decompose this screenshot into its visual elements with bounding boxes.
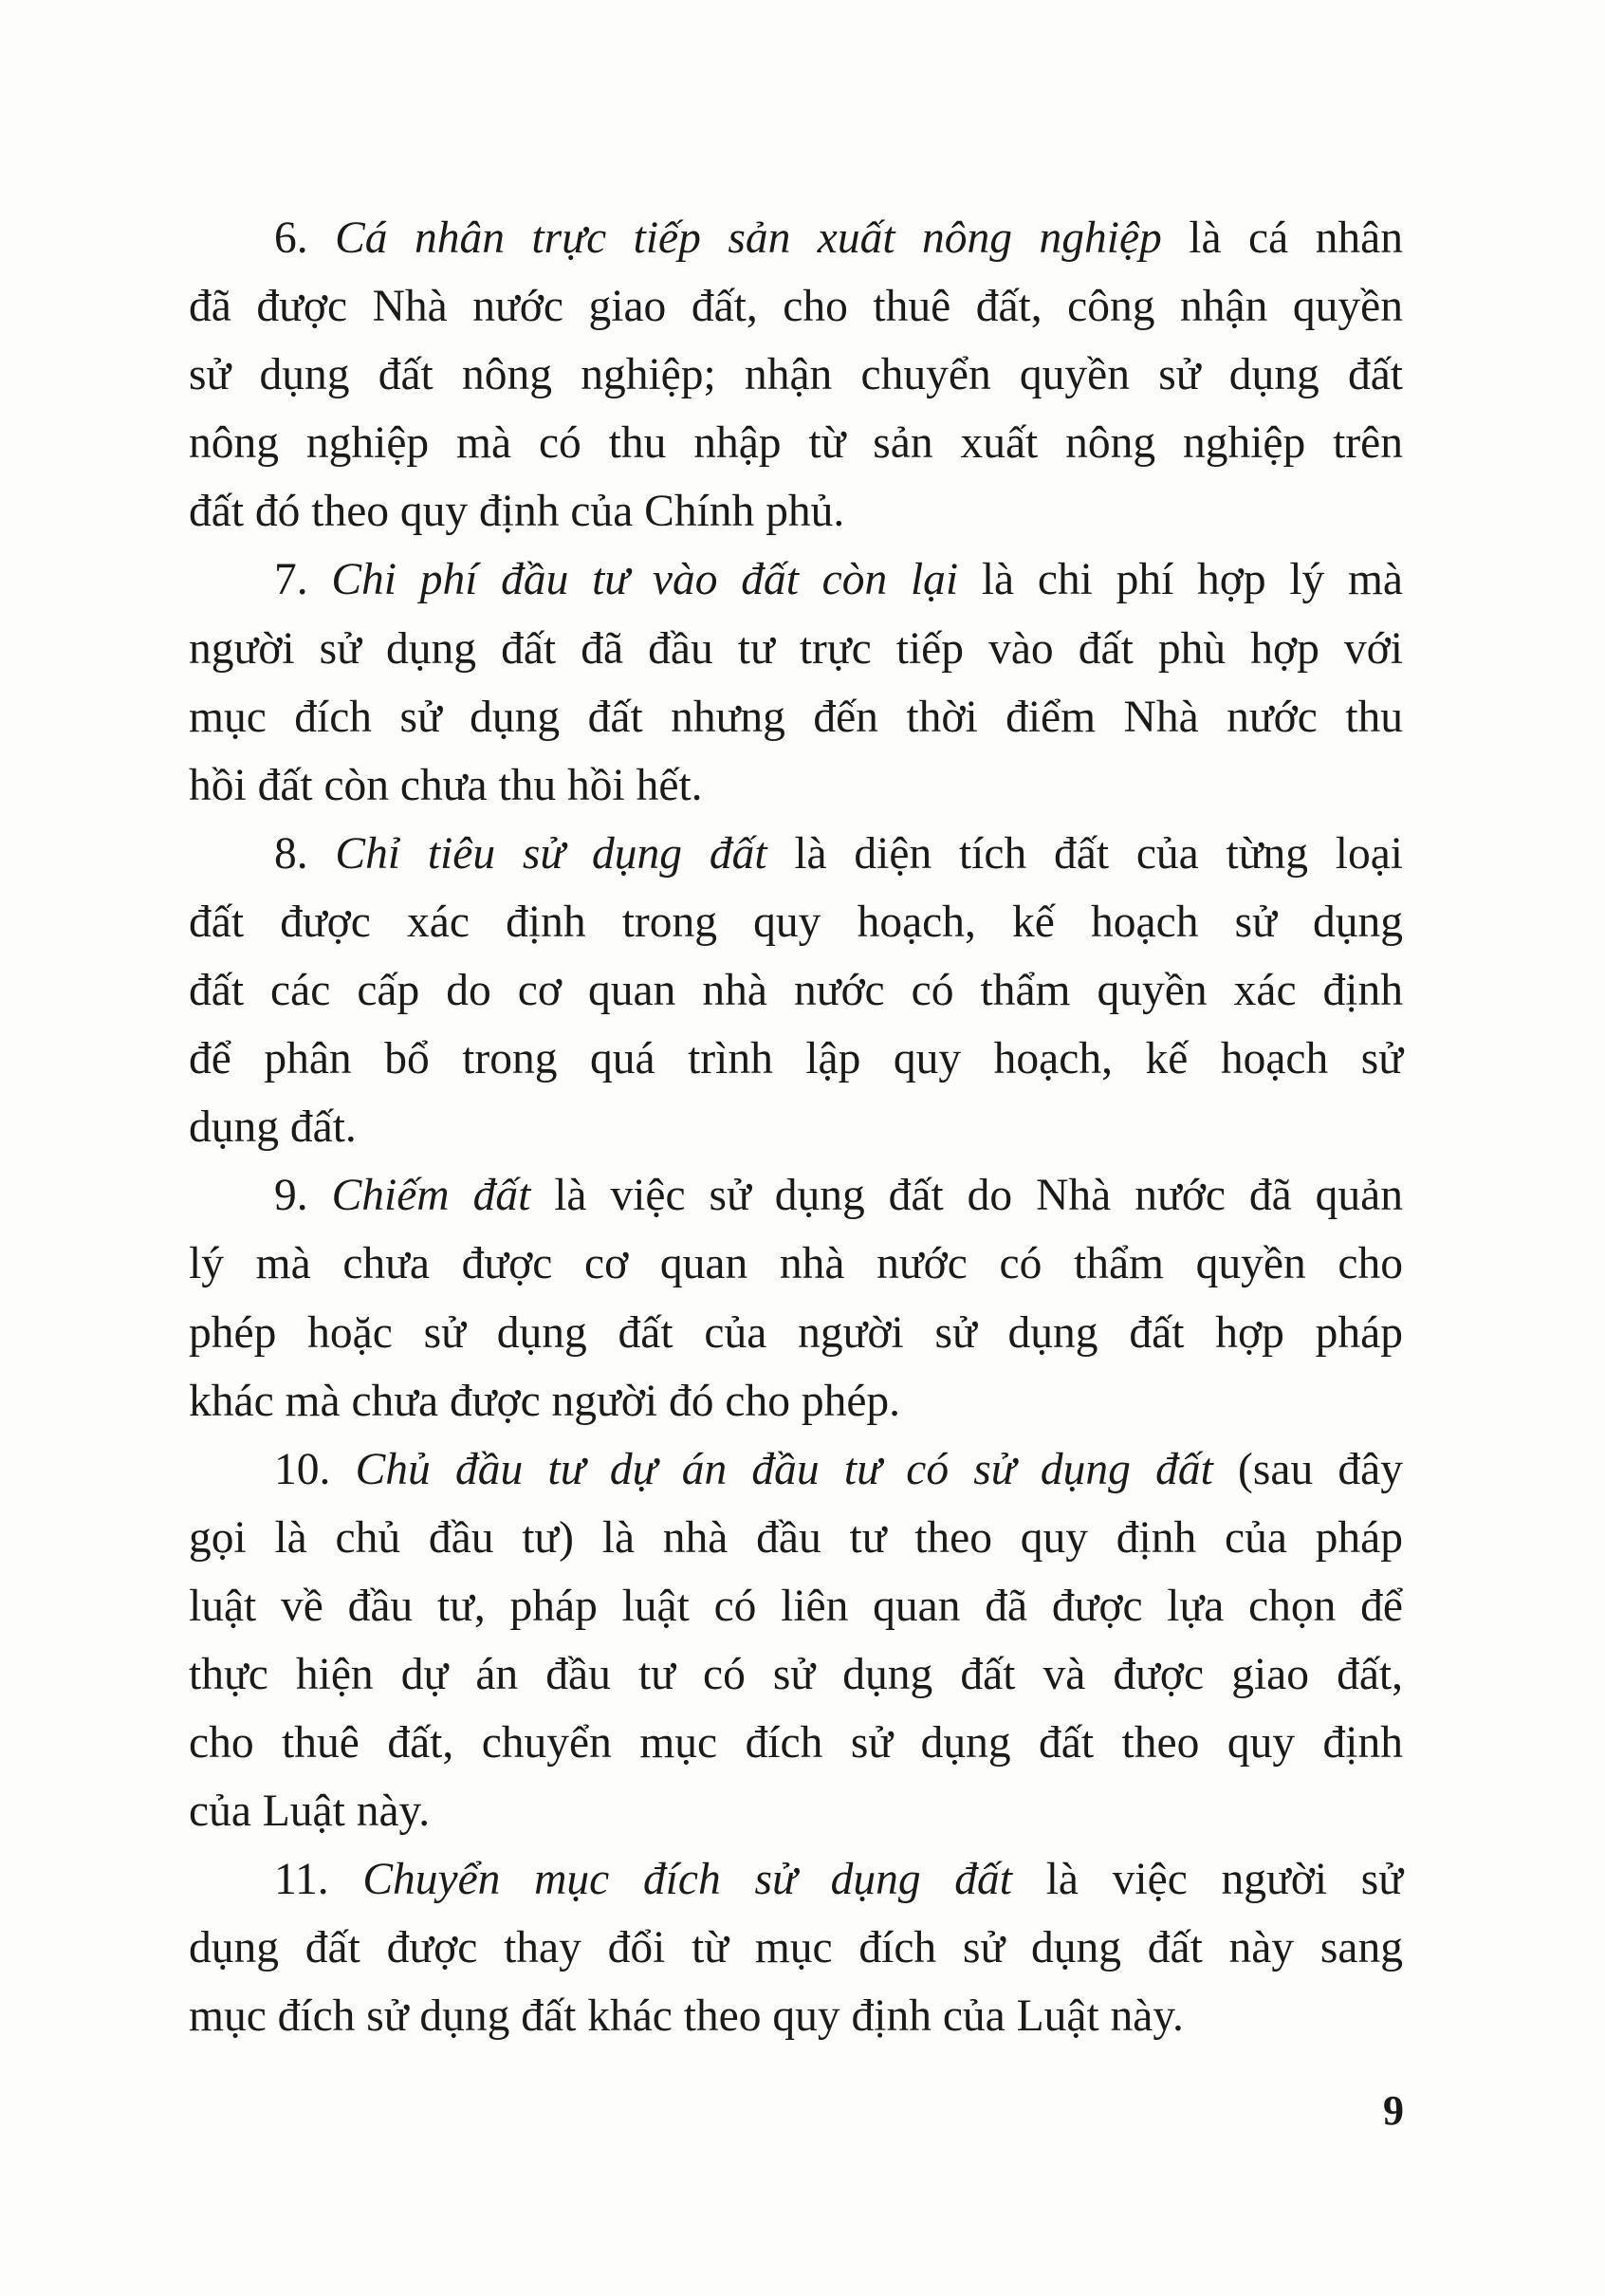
text-line xyxy=(189,204,1403,272)
line-text: mục đích sử dụng đất nhưng đến thời điểm Nhà nước thu xyxy=(189,692,1403,742)
text-line xyxy=(189,1504,1403,1572)
text-line xyxy=(189,1777,1403,1845)
text-line xyxy=(189,1025,1403,1093)
text-line xyxy=(189,751,1403,820)
defined-term: Chủ đầu tư dự án đầu tư có sử dụng đất xyxy=(355,1444,1213,1494)
line-text: dụng đất. xyxy=(189,1102,357,1153)
text-line xyxy=(189,341,1403,409)
defined-term: Cá nhân trực tiếp sản xuất nông nghiệp xyxy=(335,213,1162,263)
line-text: là việc sử dụng đất do Nhà nước đã quản xyxy=(530,1171,1403,1221)
line-text: của Luật này. xyxy=(189,1787,431,1837)
line-text: đất được xác định trong quy hoạch, kế hoạch sử dụng xyxy=(189,897,1403,947)
text-line xyxy=(189,820,1403,888)
text-line xyxy=(189,409,1403,477)
line-text: cho thuê đất, chuyển mục đích sử dụng đất theo quy định xyxy=(189,1718,1403,1768)
paragraph xyxy=(189,204,1403,546)
page-number: 9 xyxy=(1383,2087,1404,2134)
line-text: là chi phí hợp lý mà xyxy=(958,555,1404,605)
line-text: nông nghiệp mà có thu nhập từ sản xuất nông nghiệp trên xyxy=(189,418,1403,469)
text-line xyxy=(189,1435,1403,1504)
paragraph xyxy=(189,1845,1403,2050)
text-line xyxy=(189,1914,1403,1982)
defined-term: Chiếm đất xyxy=(331,1171,531,1221)
text-line xyxy=(189,546,1403,614)
line-text: 7. xyxy=(274,555,332,605)
line-text: 11. xyxy=(274,1855,363,1905)
paragraph xyxy=(189,1161,1403,1435)
defined-term: Chi phí đầu tư vào đất còn lại xyxy=(331,555,959,605)
text-line xyxy=(189,888,1403,956)
text-line xyxy=(189,615,1403,683)
text-line xyxy=(189,1709,1403,1777)
line-text: dụng đất được thay đổi từ mục đích sử dụng đất này sang xyxy=(189,1923,1403,1973)
line-text: 9. xyxy=(274,1171,332,1221)
line-text: hồi đất còn chưa thu hồi hết. xyxy=(189,760,703,810)
line-text: là cá nhân xyxy=(1161,213,1403,263)
line-text: 6. xyxy=(274,213,336,263)
defined-term: Chỉ tiêu sử dụng đất xyxy=(335,828,767,879)
text-line xyxy=(189,1367,1403,1435)
line-text: là việc người sử xyxy=(1011,1855,1403,1905)
line-text: sử dụng đất nông nghiệp; nhận chuyển quyền sử dụng đất xyxy=(189,350,1403,400)
text-line xyxy=(189,1093,1403,1161)
line-text: phép hoặc sử dụng đất của người sử dụng đất hợp pháp xyxy=(189,1307,1403,1358)
line-text: để phân bổ trong quá trình lập quy hoạch, kế hoạch sử xyxy=(189,1034,1403,1084)
line-text: luật về đầu tư, pháp luật có liên quan đã được lựa chọn để xyxy=(189,1581,1403,1631)
defined-term: Chuyển mục đích sử dụng đất xyxy=(362,1855,1012,1905)
text-line xyxy=(189,1230,1403,1298)
line-text: 8. xyxy=(274,828,336,879)
line-text: đất các cấp do cơ quan nhà nước có thẩm quyền xác định xyxy=(189,966,1403,1016)
paragraph xyxy=(189,546,1403,819)
line-text: lý mà chưa được cơ quan nhà nước có thẩm quyền cho xyxy=(189,1239,1403,1289)
text-line xyxy=(189,1161,1403,1230)
line-text: mục đích sử dụng đất khác theo quy định của Luật này. xyxy=(189,1991,1184,2042)
text-line xyxy=(189,1572,1403,1640)
body-text xyxy=(189,204,1403,2051)
line-text: người sử dụng đất đã đầu tư trực tiếp vào đất phù hợp với xyxy=(189,623,1403,674)
text-line xyxy=(189,477,1403,546)
text-line xyxy=(189,1299,1403,1367)
line-text: là diện tích đất của từng loại xyxy=(766,828,1403,879)
text-line xyxy=(189,683,1403,751)
line-text: gọi là chủ đầu tư) là nhà đầu tư theo quy định của pháp xyxy=(189,1512,1403,1563)
line-text: (sau đây xyxy=(1212,1444,1403,1494)
line-text: 10. xyxy=(274,1444,356,1494)
text-line xyxy=(189,956,1403,1025)
line-text: khác mà chưa được người đó cho phép. xyxy=(189,1376,901,1426)
text-line xyxy=(189,1982,1403,2050)
text-line xyxy=(189,1640,1403,1709)
text-line xyxy=(189,1845,1403,1914)
text-line xyxy=(189,272,1403,341)
line-text: đất đó theo quy định của Chính phủ. xyxy=(189,487,845,537)
paragraph xyxy=(189,820,1403,1161)
paragraph xyxy=(189,1435,1403,1846)
line-text: đã được Nhà nước giao đất, cho thuê đất, công nhận quyền xyxy=(189,282,1403,332)
line-text: thực hiện dự án đầu tư có sử dụng đất và được giao đất, xyxy=(189,1649,1403,1699)
